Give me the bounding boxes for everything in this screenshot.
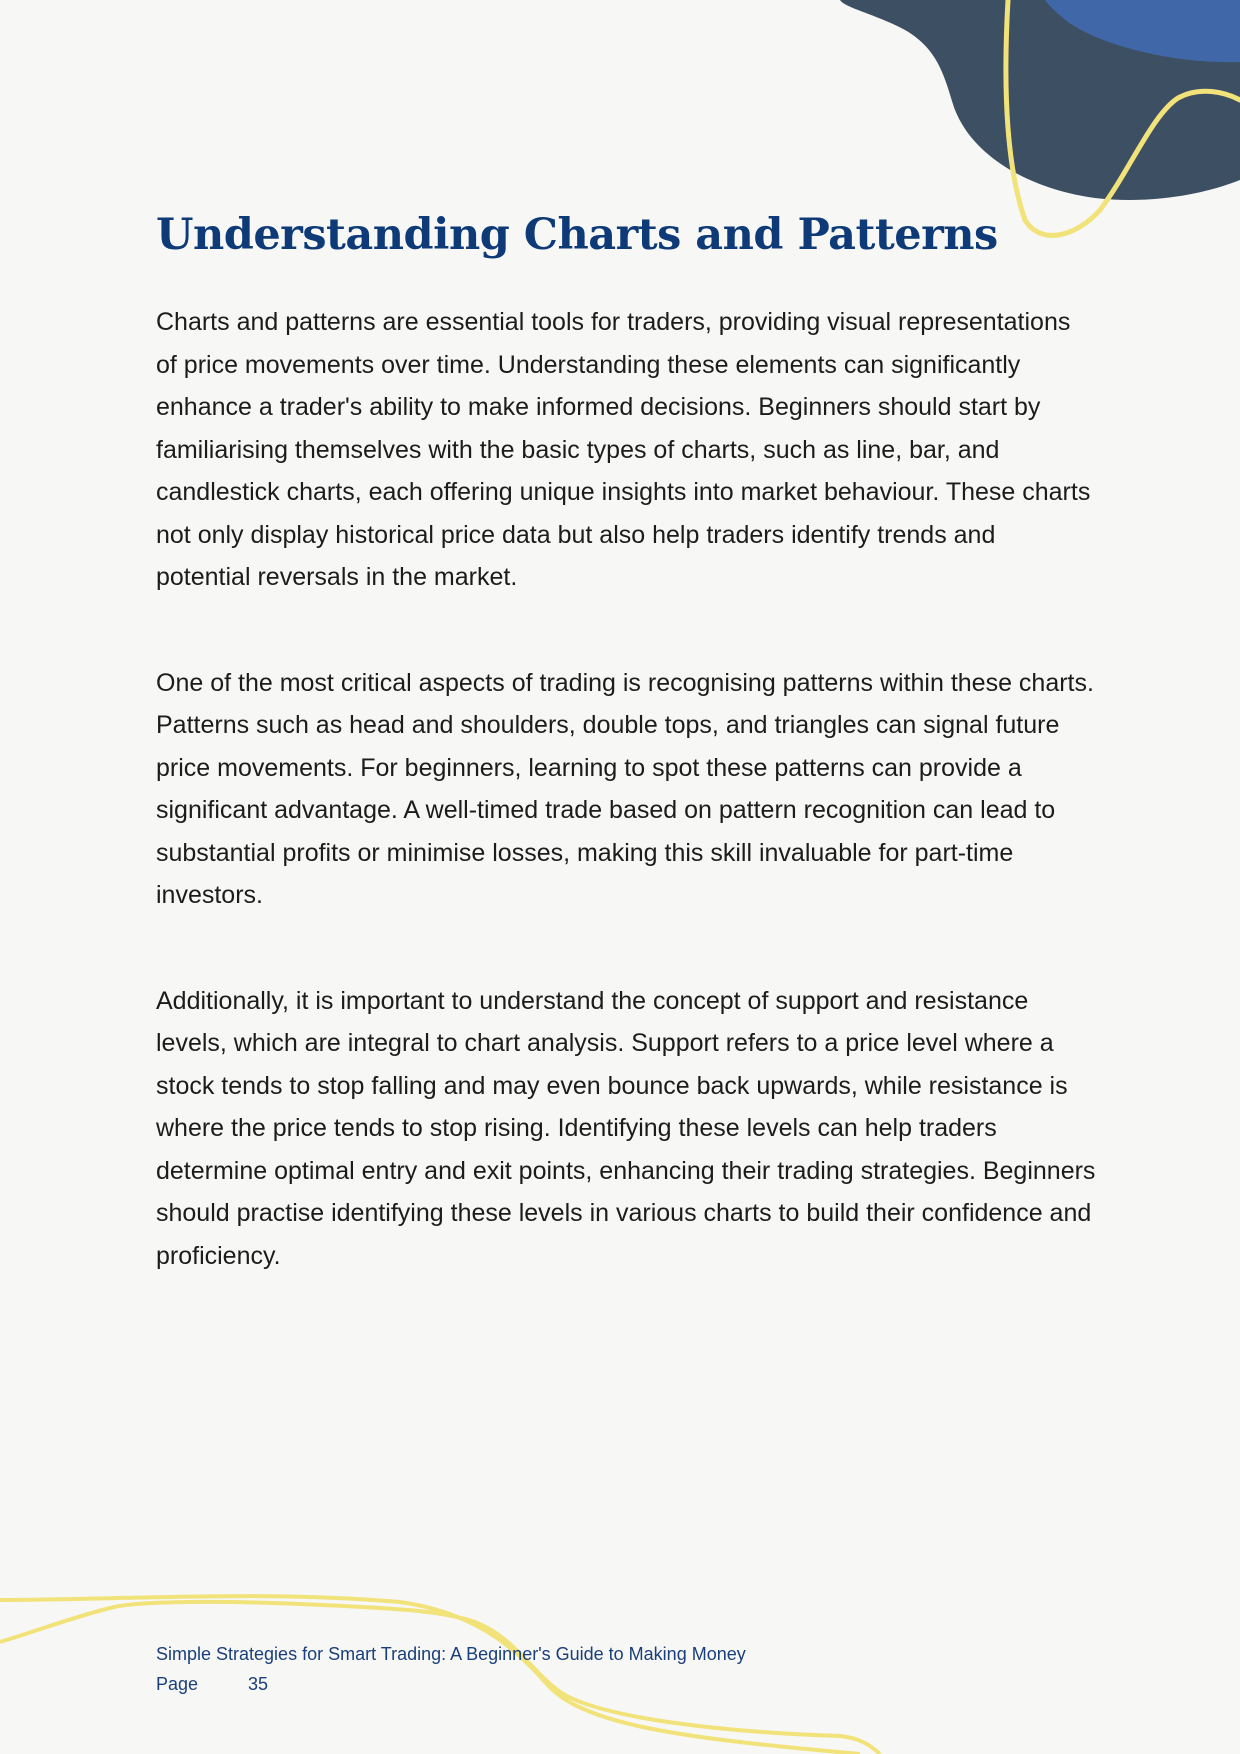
body-text bbox=[156, 301, 1096, 1340]
footer-page-number: 35 bbox=[248, 1674, 269, 1694]
footer-page-indicator bbox=[156, 1669, 746, 1699]
paragraph: Charts and patterns are essential tools for traders, providing visual representations of price movements over time. Understanding these elements can significantly enhance a trader's ability to make informed decisions. Beginners should start by familiarising themselves with the basic types of charts, such as line, bar, and candlestick charts, each offering unique insights into market behaviour. These charts not only display historical price data but also help traders identify trends and potential reversals in the market. bbox=[156, 308, 1091, 591]
yellow-swirl-line bbox=[1006, 0, 1240, 235]
footer-page-label: Page bbox=[156, 1674, 199, 1694]
footer-book-title: Simple Strategies for Smart Trading: A Beginner's Guide to Making Money bbox=[156, 1644, 746, 1664]
paragraph: One of the most critical aspects of trading is recognising patterns within these charts. Patterns such as head and shoulders, double tops, and triangles can signal future price movements. For beginners, learning to spot these patterns can provide a significant advantage. A well-timed trade based on pattern recognition can lead to substantial profits or minimise losses, making this skill invaluable for part-time investors. bbox=[156, 668, 1094, 909]
blue-blob-shape bbox=[1045, 0, 1240, 62]
paragraph: Additionally, it is important to understand the concept of support and resistance levels, which are integral to chart analysis. Support refers to a price level where a stock tends to stop falling and may even bounce back upwards, while resistance is where the price tends to stop rising. Identifying these levels can help traders determine optimal entry and exit points, enhancing their trading strategies. Beginners should practise identifying these levels in various charts to build their confidence and proficiency. bbox=[156, 986, 1096, 1270]
dark-blob-shape bbox=[840, 0, 1240, 200]
page-footer bbox=[156, 1639, 746, 1699]
page-title: Understanding Charts and Patterns bbox=[156, 210, 998, 260]
